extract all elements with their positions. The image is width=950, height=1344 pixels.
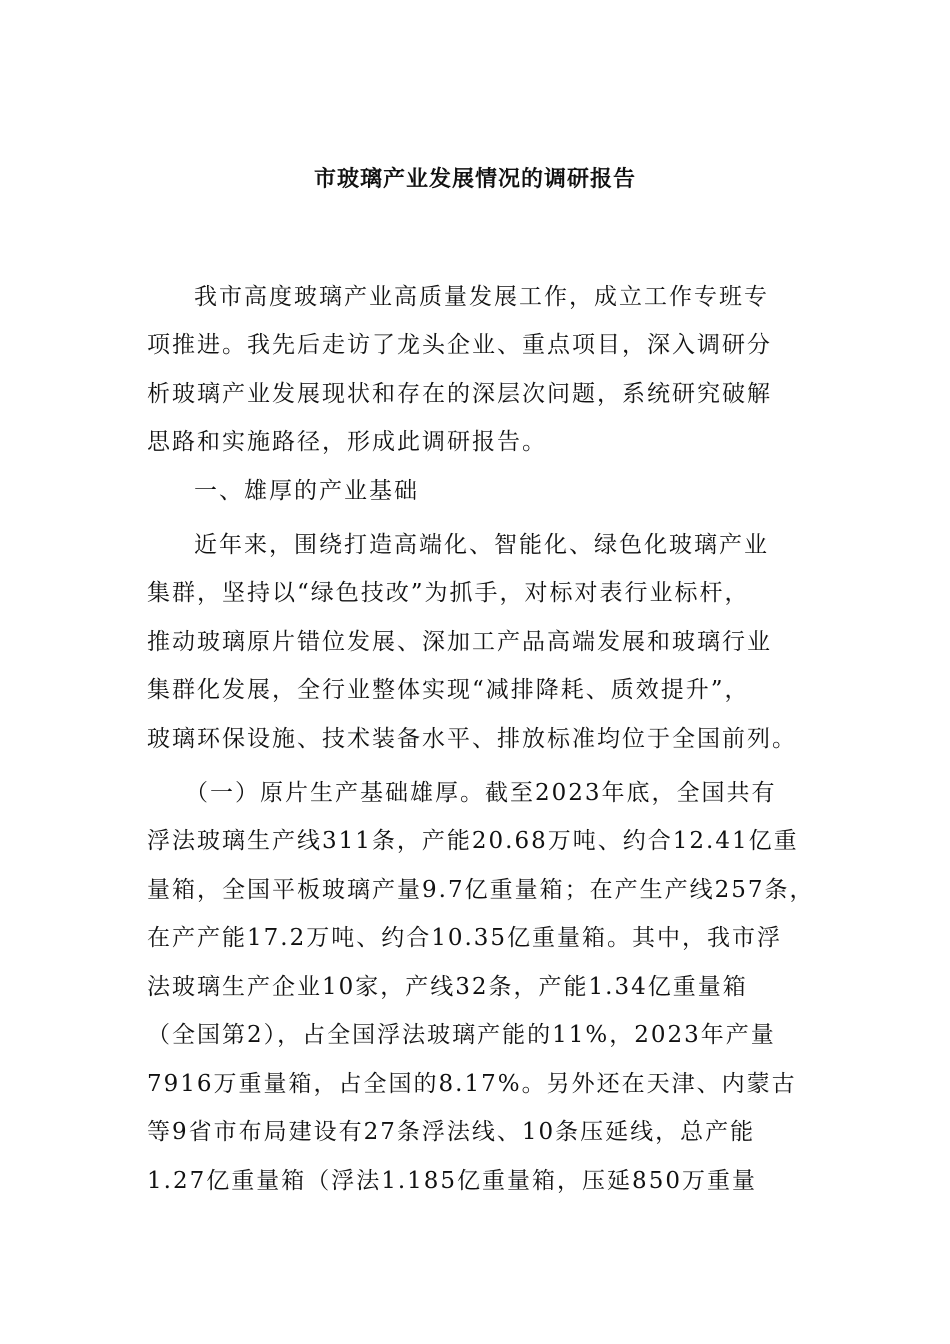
paragraph-line: 7916万重量箱，占全国的8.17%。另外还在天津、内蒙古 bbox=[147, 1071, 797, 1097]
document-title: 市玻璃产业发展情况的调研报告 bbox=[313, 166, 636, 192]
paragraph-line: 量箱，全国平板玻璃产量9.7亿重量箱；在产生产线257条， bbox=[147, 877, 815, 903]
paragraph-line: 析玻璃产业发展现状和存在的深层次问题，系统研究破解 bbox=[147, 381, 772, 407]
paragraph-line: 近年来，围绕打造高端化、智能化、绿色化玻璃产业 bbox=[194, 532, 769, 558]
paragraph-line: （全国第2），占全国浮法玻璃产能的11%，2023年产量 bbox=[147, 1022, 776, 1048]
paragraph-line: 我市高度玻璃产业高质量发展工作，成立工作专班专 bbox=[194, 284, 769, 310]
paragraph-line: 推动玻璃原片错位发展、深加工产品高端发展和玻璃行业 bbox=[147, 629, 772, 655]
subsection-line: （一）原片生产基础雄厚。截至2023年底，全国共有 bbox=[185, 780, 777, 806]
paragraph-line: 项推进。我先后走访了龙头企业、重点项目，深入调研分 bbox=[147, 332, 772, 358]
paragraph-line: 在产产能17.2万吨、约合10.35亿重量箱。其中，我市浮 bbox=[147, 925, 783, 951]
paragraph-line: 法玻璃生产企业10家，产线32条，产能1.34亿重量箱 bbox=[147, 974, 748, 1000]
paragraph-line: 思路和实施路径，形成此调研报告。 bbox=[147, 429, 547, 455]
section-heading: 一、雄厚的产业基础 bbox=[194, 478, 419, 504]
paragraph-line: 玻璃环保设施、技术装备水平、排放标准均位于全国前列。 bbox=[147, 726, 797, 752]
paragraph-line: 浮法玻璃生产线311条，产能20.68万吨、约合12.41亿重 bbox=[147, 828, 799, 854]
paragraph-line: 集群，坚持以“绿色技改”为抓手，对标对表行业标杆， bbox=[147, 580, 750, 606]
paragraph-line: 集群化发展，全行业整体实现“减排降耗、质效提升”， bbox=[147, 677, 750, 703]
paragraph-line: 1.27亿重量箱（浮法1.185亿重量箱，压延850万重量 bbox=[147, 1168, 757, 1194]
paragraph-line: 等9省市布局建设有27条浮法线、10条压延线，总产能 bbox=[147, 1119, 756, 1145]
